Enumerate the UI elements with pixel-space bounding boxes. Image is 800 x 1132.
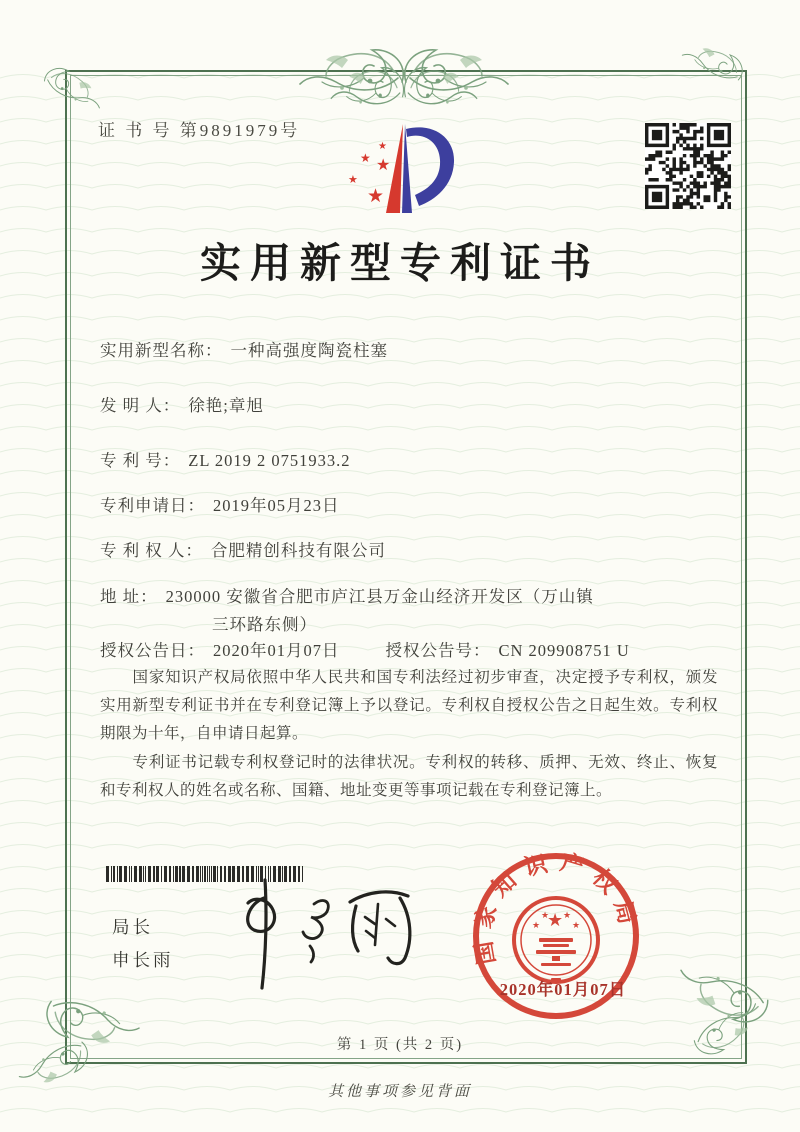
field-value: 徐艳;章旭	[188, 396, 264, 415]
emblem-star-s2: ★	[541, 910, 550, 920]
field-value: ZL 2019 2 0751933.2	[188, 451, 351, 470]
emblem-star-big: ★	[547, 910, 564, 930]
field-row-filing-date	[100, 492, 340, 516]
logo-star-3: ★	[376, 157, 391, 174]
field-row-grant	[100, 637, 630, 661]
field-label: 专 利 号：	[100, 451, 181, 470]
field-row-name	[100, 337, 388, 361]
logo-blue-wedge	[402, 124, 412, 213]
field-value: 230000 安徽省合肥市庐江县万金山经济开发区（万山镇	[165, 587, 594, 606]
field-value: 一种高强度陶瓷柱塞	[230, 341, 388, 360]
logo-star-1: ★	[378, 141, 387, 152]
officer-title: 局长	[112, 917, 153, 937]
logo-p-bowl	[406, 127, 454, 206]
seal-ring-text: 国家知识产权局	[469, 849, 643, 967]
field-value: 2020年01月07日	[213, 641, 340, 660]
qr-code	[645, 123, 731, 209]
field-row-patentee	[100, 537, 386, 561]
cnipa-logo	[336, 110, 476, 228]
field-value: CN 209908751 U	[498, 641, 630, 660]
field-row-address	[100, 583, 594, 607]
seal-national-emblem	[514, 898, 598, 983]
field-label: 专 利 权 人：	[100, 541, 203, 560]
field-row-patent-no	[100, 447, 351, 471]
legal-text	[100, 664, 718, 805]
legal-paragraph-2: 专利证书记载专利权登记时的法律状况。专利权的转移、质押、无效、终止、恢复和专利权人的姓名或名称、国籍、地址变更等事项记载在专利登记簿上。	[100, 753, 718, 799]
legal-paragraph-1: 国家知识产权局依照中华人民共和国专利法经过初步审查，决定授予专利权，颁发实用新型专利证书并在专利登记簿上予以登记。专利权自授权公告之日起生效。专利权期限为十年，自申请日起算。	[100, 669, 718, 743]
field-label: 专利申请日：	[100, 496, 205, 515]
certificate-title: 实用新型专利证书	[200, 240, 600, 286]
back-note: 其他事项参见背面	[327, 1084, 472, 1100]
field-label: 授权公告日：	[100, 641, 205, 660]
page-number: 第 1 页 (共 2 页)	[336, 1037, 464, 1053]
emblem-star-s4: ★	[572, 920, 581, 930]
certificate-number: 证 书 号 第9891979号	[98, 121, 301, 140]
emblem-star-s3: ★	[563, 910, 572, 920]
field-label: 地 址：	[100, 587, 158, 606]
field-address-line2: 三环路东侧）	[212, 615, 317, 634]
officer-name: 申长雨	[112, 950, 174, 970]
field-row-inventor	[100, 392, 264, 416]
logo-star-2: ★	[360, 151, 371, 165]
emblem-star-s1: ★	[532, 920, 541, 930]
field-value: 2019年05月23日	[213, 496, 340, 515]
logo-star-4: ★	[348, 174, 358, 186]
field-label: 授权公告号：	[385, 641, 491, 660]
seal-date: 2020年01月07日	[499, 980, 627, 999]
signature	[218, 872, 433, 997]
field-value: 合肥精创科技有限公司	[210, 541, 386, 560]
field-label: 发 明 人：	[100, 396, 181, 415]
logo-star-5: ★	[367, 186, 385, 207]
field-label: 实用新型名称：	[100, 341, 223, 360]
